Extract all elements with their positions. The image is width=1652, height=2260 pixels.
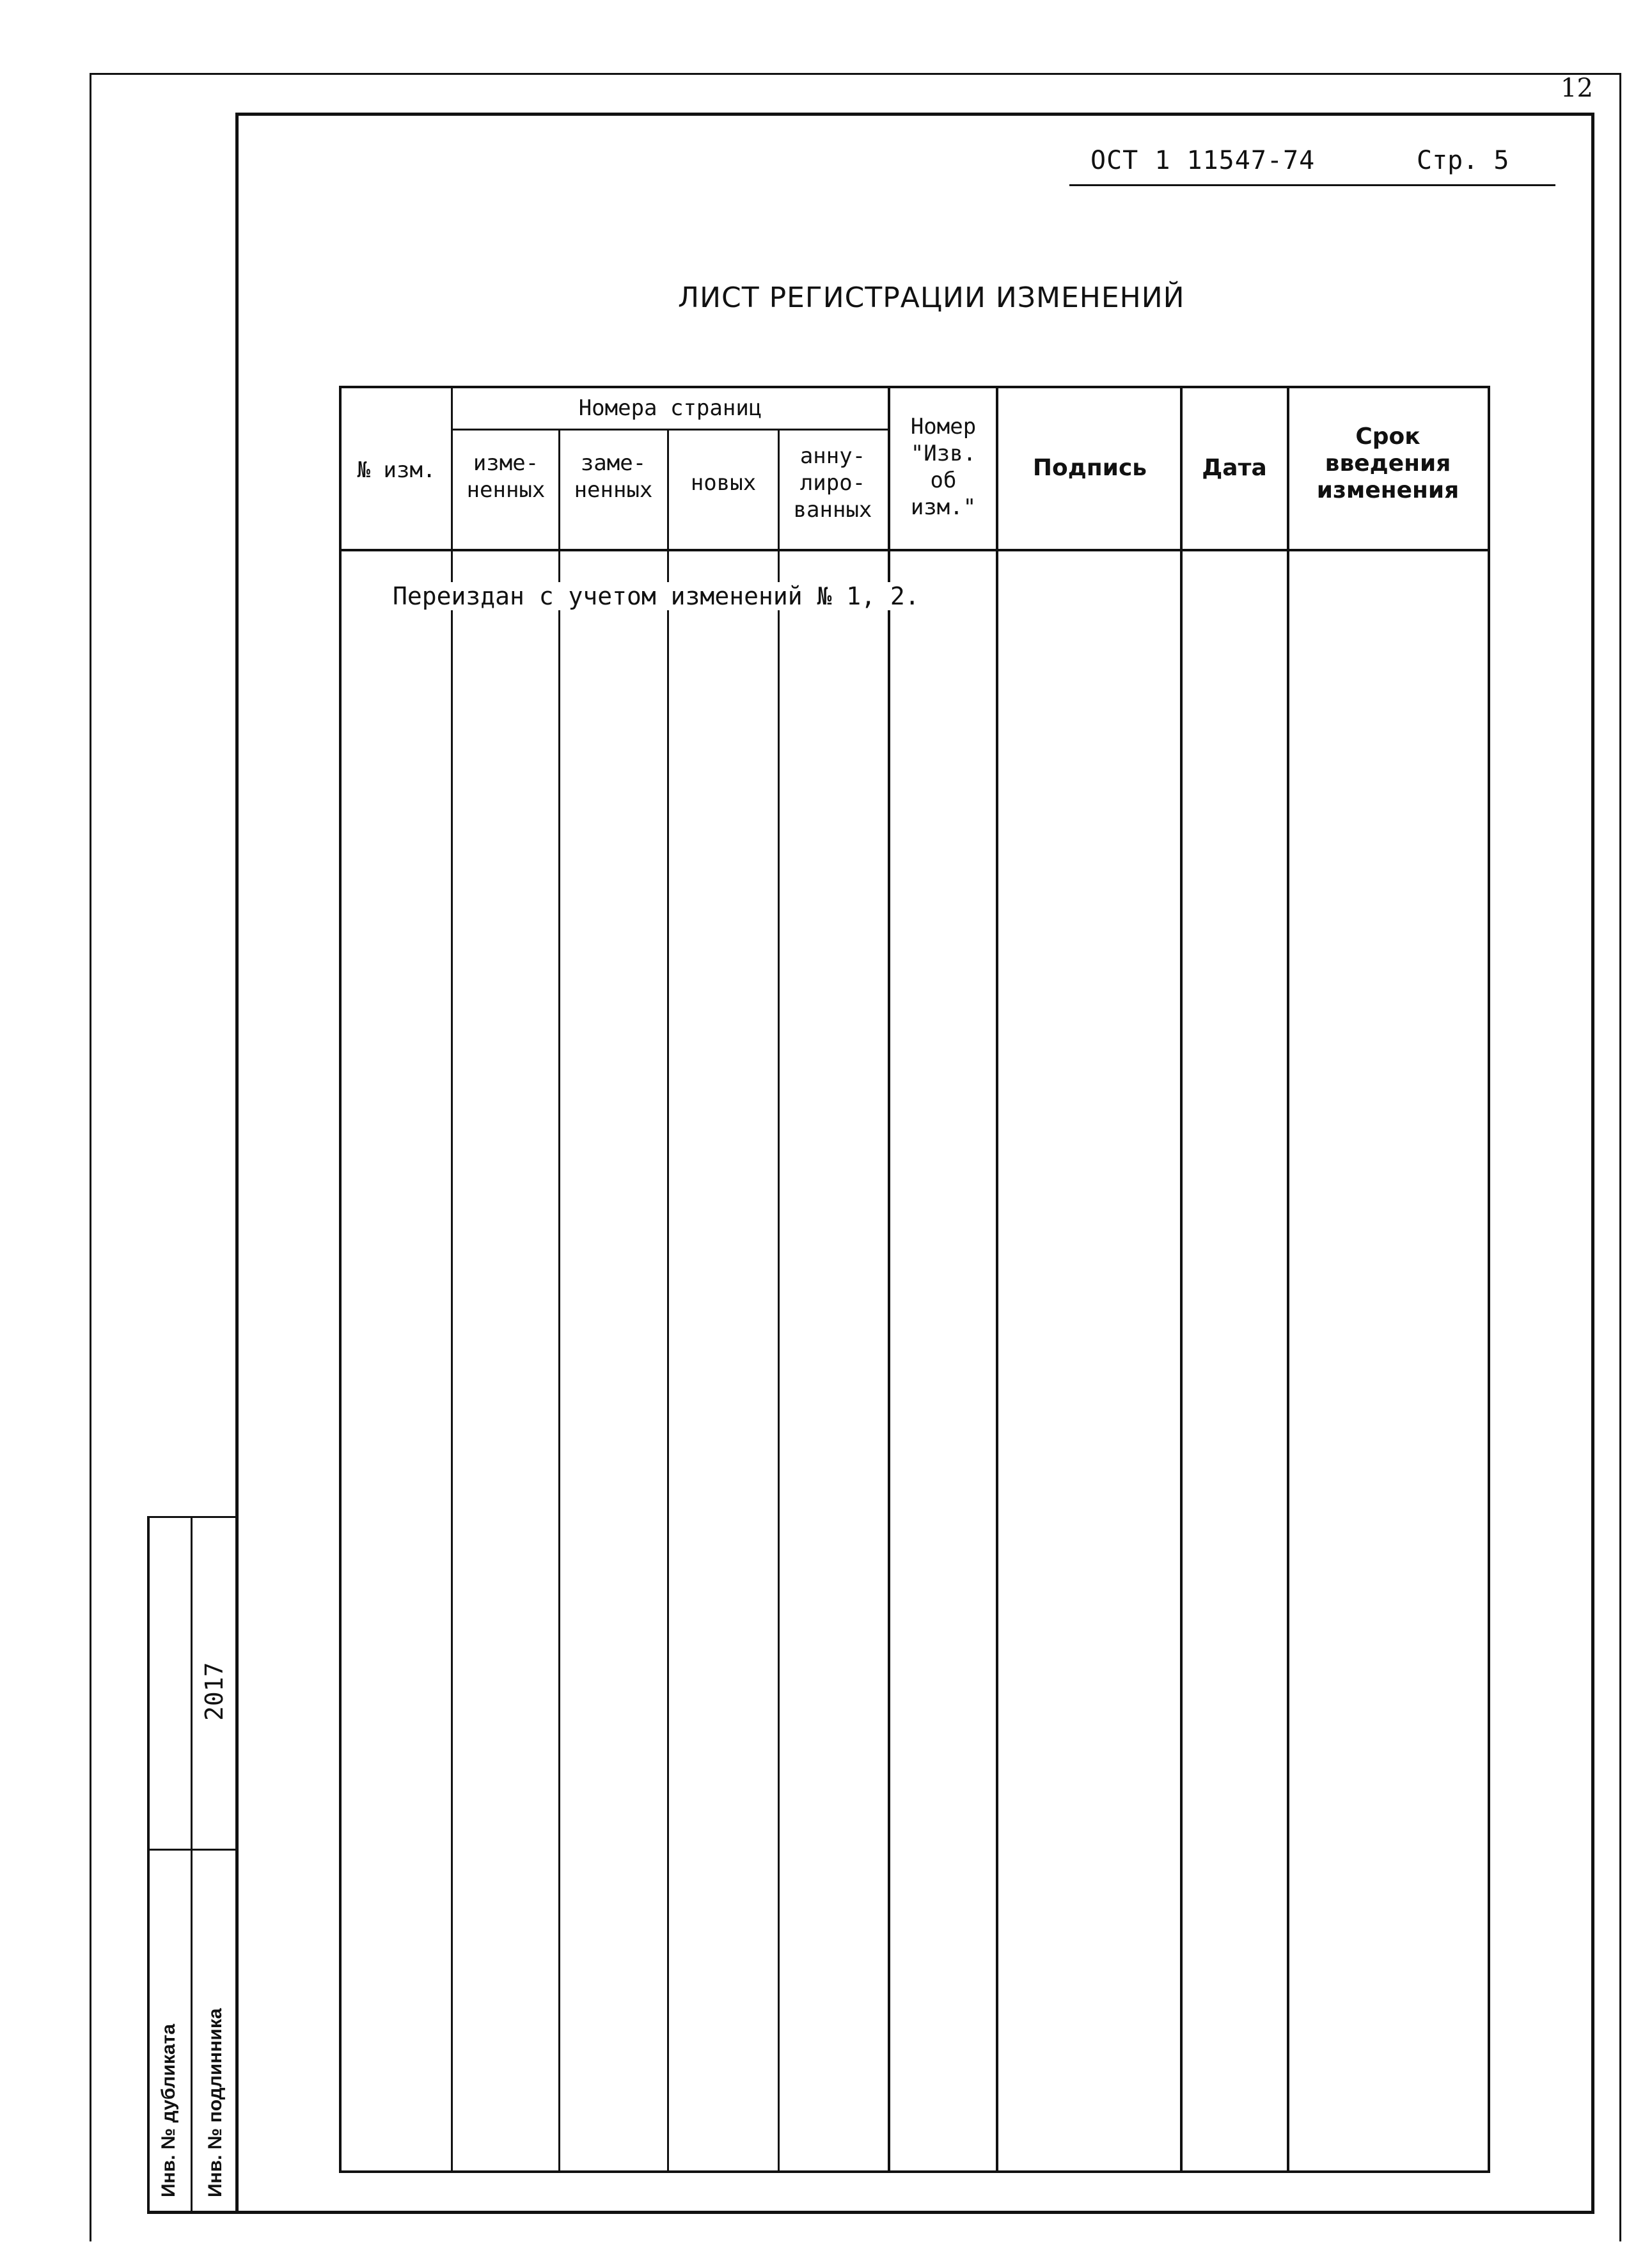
inner-frame-bottom xyxy=(147,2211,1594,2214)
dup-inventory-label: Инв. № дубликата xyxy=(158,2023,179,2197)
header-date: Дата xyxy=(1202,455,1267,481)
col-rule-0 xyxy=(339,386,342,2173)
table-bottom xyxy=(339,2170,1490,2173)
col-rule-3 xyxy=(667,429,669,2173)
inner-frame-top xyxy=(235,113,1594,116)
header-new: новых xyxy=(690,470,757,496)
stamp-divider xyxy=(147,1849,237,1851)
col-rule-2 xyxy=(558,429,560,2173)
col-rule-8 xyxy=(1287,386,1289,2173)
header-page-numbers: Номера страниц xyxy=(578,395,762,421)
orig-inventory-value: 2017 xyxy=(200,1662,228,1721)
header-effective-term: Срок введения изменения xyxy=(1316,423,1459,503)
header-replaced: заме- ненных xyxy=(574,450,653,503)
col-rule-4 xyxy=(778,429,780,2173)
doc-code: ОСТ 1 11547-74 xyxy=(1090,146,1316,175)
outer-frame-right xyxy=(1619,73,1621,2241)
header-changed: изме- ненных xyxy=(466,450,546,503)
col-rule-5 xyxy=(888,386,890,2173)
header-change-number: № изм. xyxy=(357,457,436,483)
stamp-left xyxy=(147,1516,150,2213)
stamp-top xyxy=(147,1516,237,1518)
inner-frame-right xyxy=(1591,113,1594,2214)
table-header-bottom xyxy=(339,549,1490,551)
header-underline xyxy=(1069,184,1555,186)
page-title: ЛИСТ РЕГИСТРАЦИИ ИЗМЕНЕНИЙ xyxy=(678,281,1185,314)
col-rule-6 xyxy=(996,386,998,2173)
sheet-number: 12 xyxy=(1561,74,1593,103)
header-annulled: анну- лиро- ванных xyxy=(793,443,872,523)
col-rule-7 xyxy=(1180,386,1183,2173)
page-label: Стр. 5 xyxy=(1417,146,1509,175)
orig-inventory-label: Инв. № подлинника xyxy=(205,2008,226,2197)
outer-frame-top xyxy=(90,73,1621,75)
header-notice-number: Номер "Изв. об изм." xyxy=(910,414,977,520)
inner-frame-left xyxy=(235,113,239,2214)
outer-frame-left xyxy=(90,73,91,2241)
col-rule-9 xyxy=(1488,386,1490,2173)
stamp-mid xyxy=(191,1516,193,2213)
col-rule-1 xyxy=(451,386,453,2173)
header-signature: Подпись xyxy=(1032,455,1147,481)
reissue-note: Переиздан с учетом изменений № 1, 2. xyxy=(389,582,924,610)
pages-group-rule xyxy=(451,429,890,431)
